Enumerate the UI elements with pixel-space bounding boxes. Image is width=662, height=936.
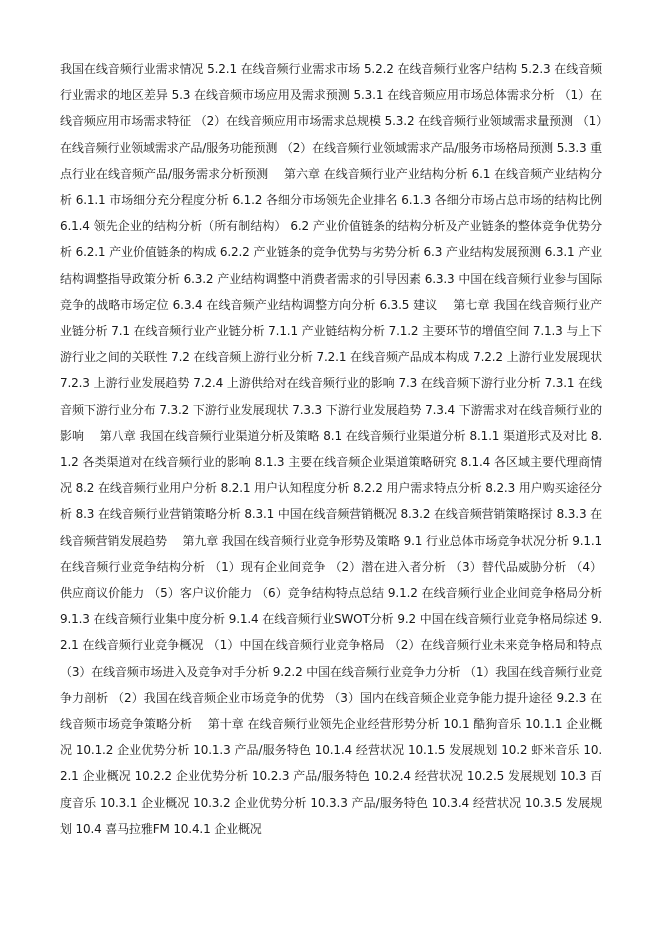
document-page bbox=[60, 56, 602, 842]
table-of-contents-paragraph: 我国在线音频行业需求情况 5.2.1 在线音频行业需求市场 5.2.2 在线音频行业客户结构 5.2.3 在线音频行业需求的地区差异 5.3 在线音频市场应用及需求预测 5.3.1 在线音频应用市场总体需求分析 （1）在线音频应用市场需求特征 （2）在线音频应用市场需求总规模 5.3.2 在线音频行业领域需求量预测 （1）在线音频行业领域需求产品/服务功能预测 （2）在线音频行业领域需求产品/服务市场格局预测 5.3.3 重点行业在线音频产品/服务需求分析预测 第六章 在线音频行业产业结构分析 6.1 在线音频产业结构分析 6.1.1 市场细分充分程度分析 6.1.2 各细分市场领先企业排名 6.1.3 各细分市场占总市场的结构比例 6.1.4 领先企业的结构分析（所有制结构） 6.2 产业价值链条的结构分析及产业链条的整体竞争优势分析 6.2.1 产业价值链条的构成 6.2.2 产业链条的竞争优势与劣势分析 6.3 产业结构发展预测 6.3.1 产业结构调整指导政策分析 6.3.2 产业结构调整中消费者需求的引导因素 6.3.3 中国在线音频行业参与国际竞争的战略市场定位 6.3.4 在线音频产业结构调整方向分析 6.3.5 建议 第七章 我国在线音频行业产业链分析 7.1 在线音频行业产业链分析 7.1.1 产业链结构分析 7.1.2 主要环节的增值空间 7.1.3 与上下游行业之间的关联性 7.2 在线音频上游行业分析 7.2.1 在线音频产品成本构成 7.2.2 上游行业发展现状 7.2.3 上游行业发展趋势 7.2.4 上游供给对在线音频行业的影响 7.3 在线音频下游行业分析 7.3.1 在线音频下游行业分布 7.3.2 下游行业发展现状 7.3.3 下游行业发展趋势 7.3.4 下游需求对在线音频行业的影响 第八章 我国在线音频行业渠道分析及策略 8.1 在线音频行业渠道分析 8.1.1 渠道形式及对比 8.1.2 各类渠道对在线音频行业的影响 8.1.3 主要在线音频企业渠道策略研究 8.1.4 各区域主要代理商情况 8.2 在线音频行业用户分析 8.2.1 用户认知程度分析 8.2.2 用户需求特点分析 8.2.3 用户购买途径分析 8.3 在线音频行业营销策略分析 8.3.1 中国在线音频营销概况 8.3.2 在线音频营销策略探讨 8.3.3 在线音频营销发展趋势 第九章 我国在线音频行业竞争形势及策略 9.1 行业总体市场竞争状况分析 9.1.1 在线音频行业竞争结构分析 （1）现有企业间竞争 （2）潜在进入者分析 （3）替代品威胁分析 （4）供应商议价能力 （5）客户议价能力 （6）竞争结构特点总结 9.1.2 在线音频行业企业间竞争格局分析 9.1.3 在线音频行业集中度分析 9.1.4 在线音频行业SWOT分析 9.2 中国在线音频行业竞争格局综述 9.2.1 在线音频行业竞争概况 （1）中国在线音频行业竞争格局 （2）在线音频行业未来竞争格局和特点 （3）在线音频市场进入及竞争对手分析 9.2.2 中国在线音频行业竞争力分析 （1）我国在线音频行业竞争力剖析 （2）我国在线音频企业市场竞争的优势 （3）国内在线音频企业竞争能力提升途径 9.2.3 在线音频市场竞争策略分析 第十章 在线音频行业领先企业经营形势分析 10.1 酷狗音乐 10.1.1 企业概况 10.1.2 企业优势分析 10.1.3 产品/服务特色 10.1.4 经营状况 10.1.5 发展规划 10.2 虾米音乐 10.2.1 企业概况 10.2.2 企业优势分析 10.2.3 产品/服务特色 10.2.4 经营状况 10.2.5 发展规划 10.3 百度音乐 10.3.1 企业概况 10.3.2 企业优势分析 10.3.3 产品/服务特色 10.3.4 经营状况 10.3.5 发展规划 10.4 喜马拉雅FM 10.4.1 企业概况 bbox=[60, 62, 602, 836]
